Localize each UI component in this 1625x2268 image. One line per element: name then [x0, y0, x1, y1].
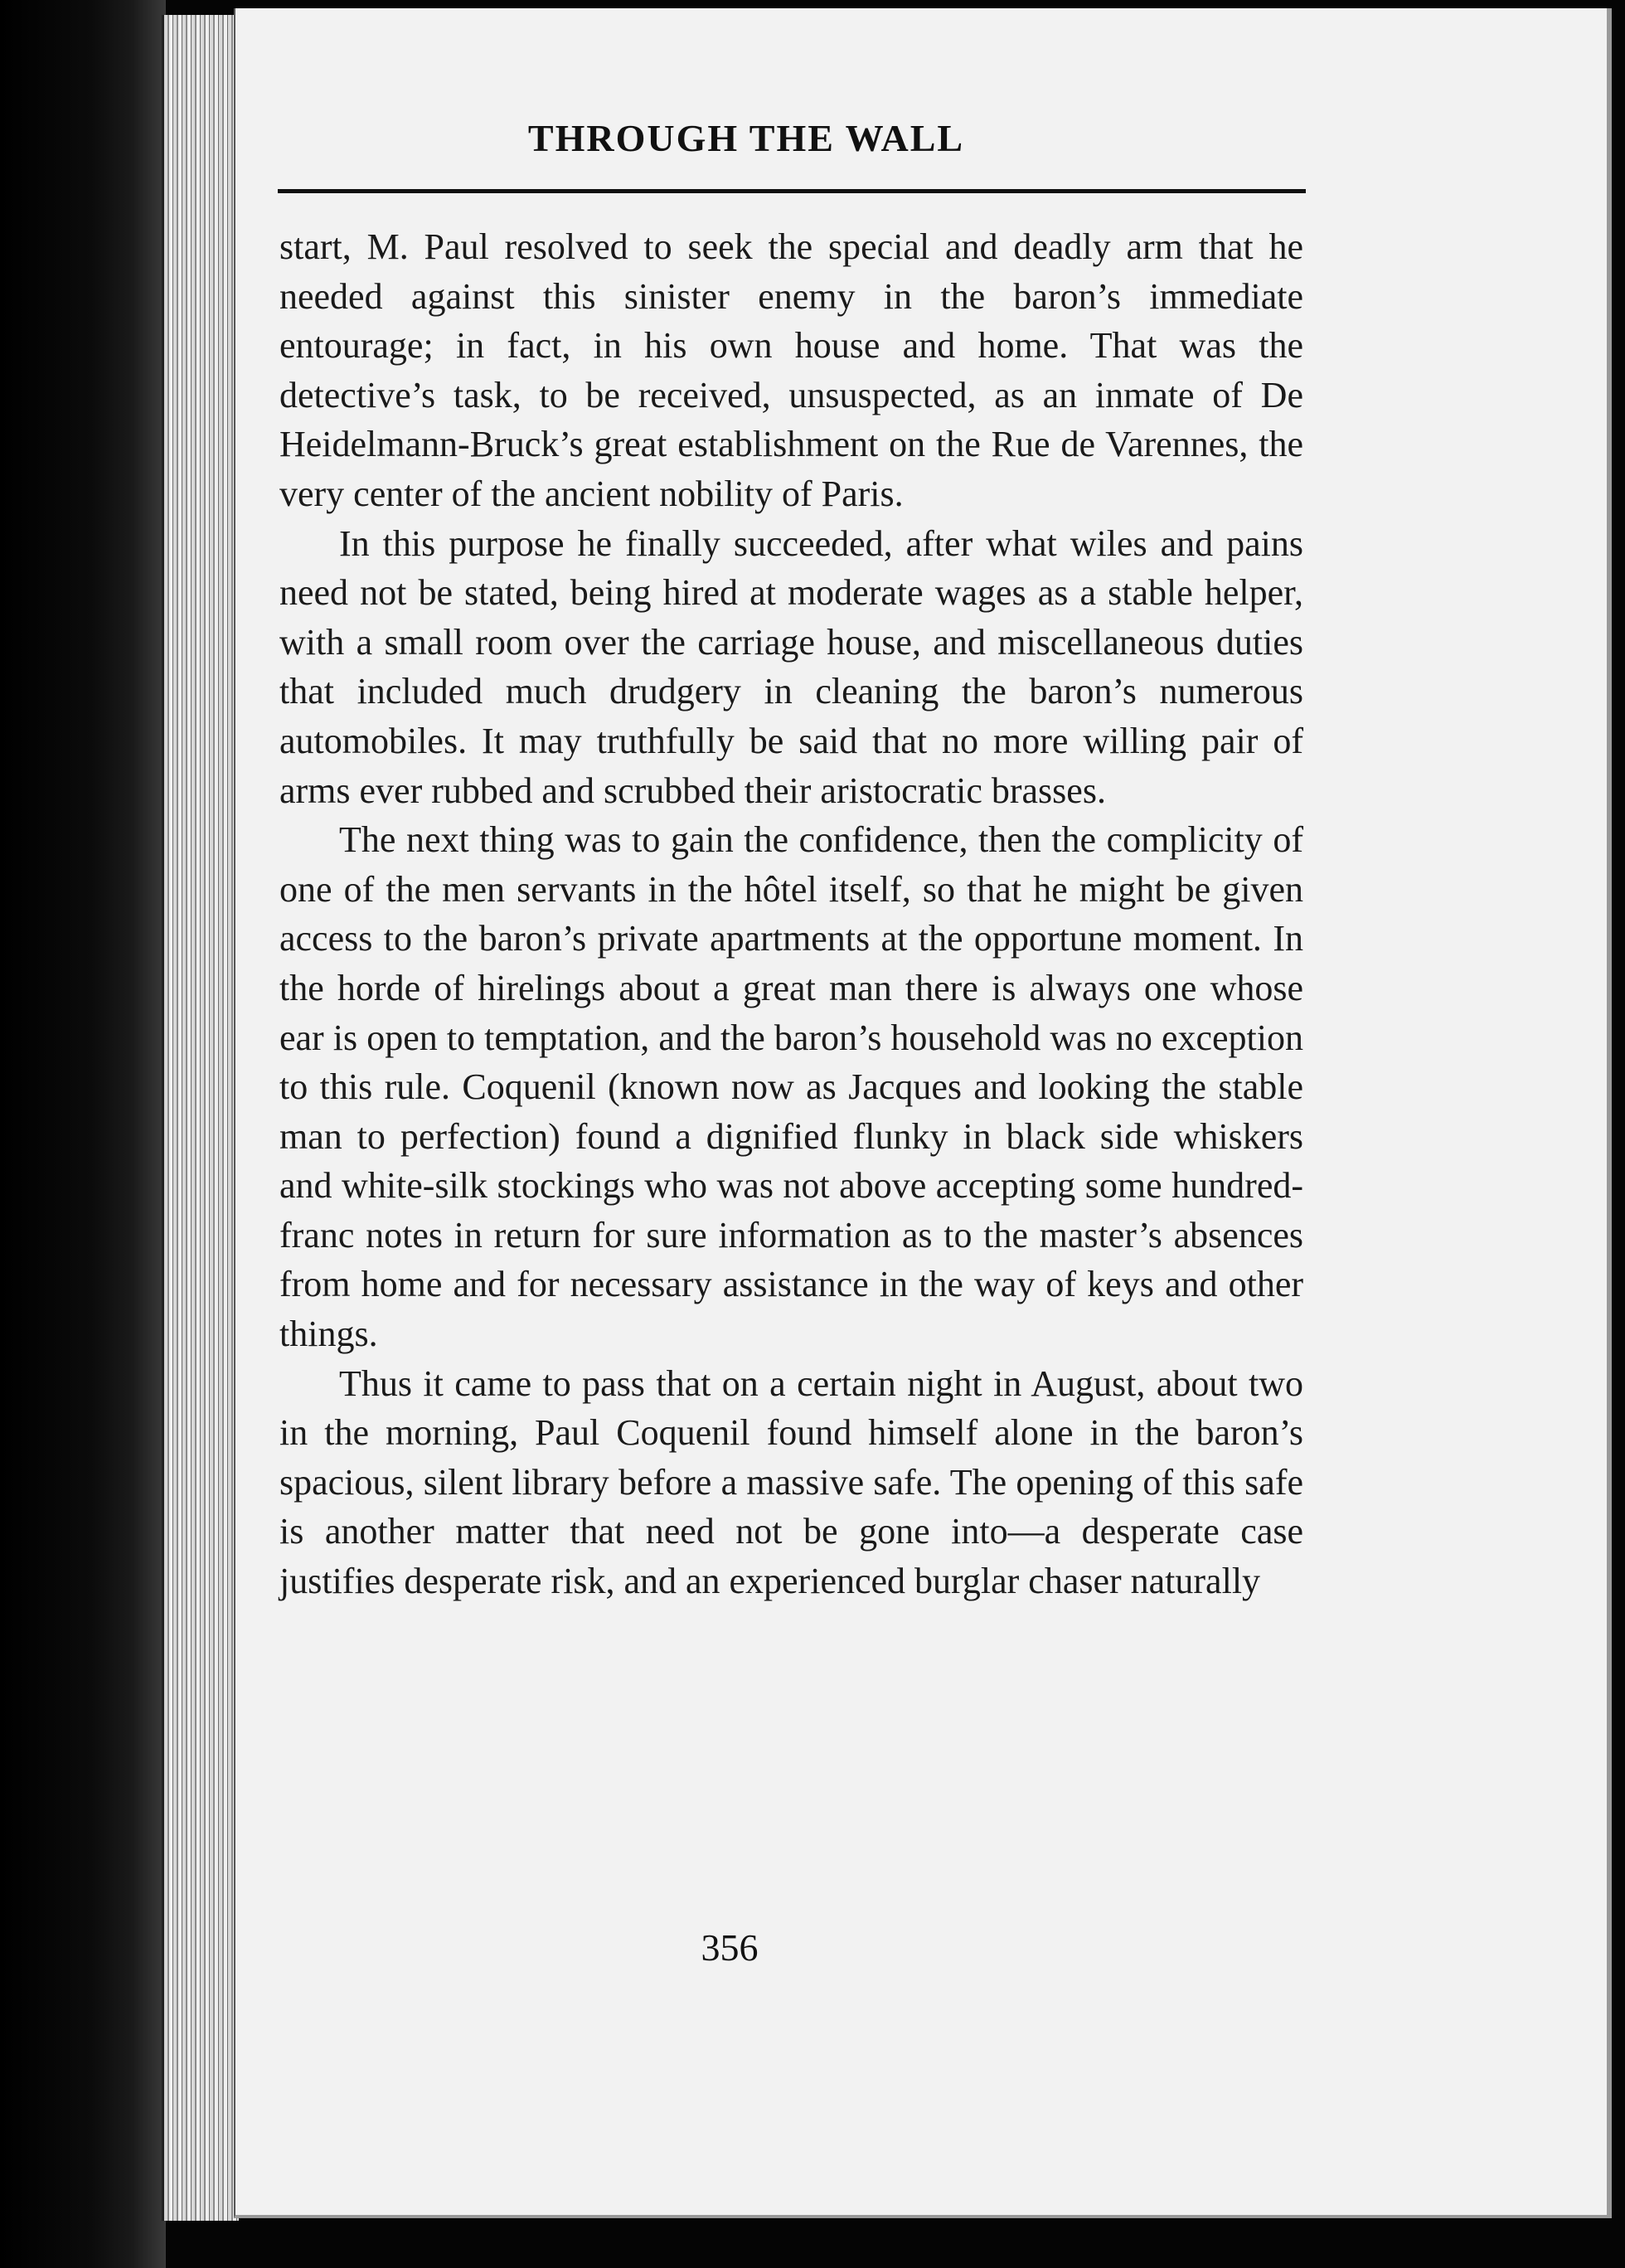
page-edges	[162, 15, 239, 2221]
book-binding	[0, 0, 166, 2268]
running-head-rule	[278, 189, 1306, 193]
paragraph-2: In this purpose he finally succeeded, after what wiles and pains need not be stated, being hired at moderate wages as a stable helper, with a small room over the carriage house, and miscellaneous duties that included much drudgery in cleaning the baron’s numerous automobiles. It may truthfully be said that no more willing pair of arms ever rubbed and scrubbed their aristocratic brasses.	[279, 522, 1303, 811]
page-number: 356	[701, 1926, 759, 1969]
paragraph-4: Thus it came to pass that on a certain night in August, about two in the morning, Paul Coquenil found himself alone in the baron’s spacious, silent library before a massive safe. The opening of this safe is another matter that need not be gone into—a desperate case justifies desperate risk, and an experienced burglar chaser naturally	[279, 1362, 1303, 1602]
paragraph-3: The next thing was to gain the confidence, then the complicity of one of the men servants in the hôtel itself, so that he might be given access to the baron’s private apartments at the opportune moment. In the horde of hirelings about a great man there is always one whose ear is open to temptation, and the baron’s household was no exception to this rule. Coquenil (known now as Jacques and looking the stable man to perfection) found a dignified flunky in black side whiskers and white-silk stockings who was not above accepting some hundred-franc notes in return for sure information as to the master’s absences from home and for necessary assistance in the way of keys and other things.	[279, 819, 1303, 1355]
running-head: THROUGH THE WALL	[527, 117, 965, 159]
paragraph-1: start, M. Paul resolved to seek the special and deadly arm that he needed against this sinister enemy in the baron’s immediate entourage; in fact, in his own house and home. That was the detective’s task, to be received, unsuspected, as an inmate of De Heidelmann-Bruck’s great establishment on the Rue de Varennes, the very center of the ancient nobility of Paris.	[279, 226, 1303, 514]
body-text	[279, 222, 1303, 1606]
